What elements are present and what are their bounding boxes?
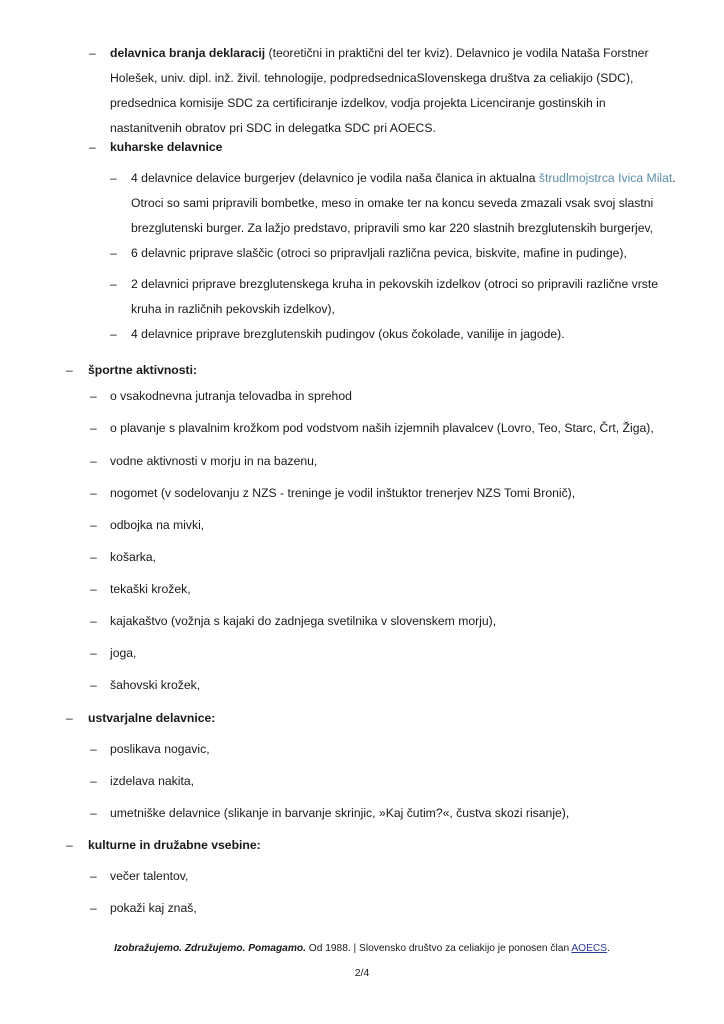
bullet-dash: – xyxy=(90,389,97,403)
bullet-dash: – xyxy=(90,742,97,756)
bullet-dash: – xyxy=(90,486,97,500)
item-text: delavnica branja deklaracij (teoretični in praktični del ter kviz). Delavnico je vodila Nataša Forstner Holešek, univ. dipl. inž. živil. tehnologije, podpredsednicaSlovenskega društva za celiakijo (SDC), predsednica komisije SDC za certificiranje izdelkov, vodja projekta Licenciranje gostinskih in nastanitvenih obratov pri SDC in delegatka SDC pri AOECS. xyxy=(110,46,649,135)
bullet-dash: – xyxy=(90,646,97,660)
bullet-dash: – xyxy=(66,363,73,377)
bullet-dash: – xyxy=(90,678,97,692)
bullet-dash: – xyxy=(66,838,73,852)
document-page: – delavnica branja deklaracij (teoretični in praktični del ter kviz). Delavnico je vodila Nataša Forstner Holešek, univ. dipl. inž. živil. tehnologije, podpredsednicaSlovenskega društva za celiakijo (SDC), predsednica komisije SDC za certificiranje izdelkov, vodja projekta Licenciranje gostinskih in nastanitvenih obratov pri SDC in delegatka SDC pri AOECS. – kuharske delavnice – 4 delavnice delavice burgerjev (delavnico je vodila naša članica in aktualna štrudlmojstrca Ivica Milat. Otroci so sami pripravili bombetke, meso in omake ter na koncu seveda zmazali vsak svoj slastni brezglutenski burger. Za lažjo predstavo, pripravili smo kar 220 slastnih brezglutenskih burgerjev, – 6 delavnic priprave slaščic (otroci so pripravljali različna pevica, biskvite, mafine in pudinge), – 2 delavnici priprave brezglutenskega kruha in pekovskih izdelkov (otroci so pripravili različne vrste kruha in različnih pekovskih izdelkov), – 4 delavnice priprave brezglutenskih pudingov (okus čokolade, vanilije in jagode). – športne aktivnosti: – o vsakodnevna jutranja telovadba in sprehod – o plavanje s plavalnim krožkom pod vodstvom naših izjemnih plavalcev (Lovro, Teo, Starc, Črt, Žiga), – vodne aktivnosti v morju in na bazenu, – nogomet (v sodelovanju z NZS - treninge je vodil inštuktor trenerjev NZS Tomi Bronič), – odbojka na mivki, – košarka, – tekaški krožek, – kajakaštvo (vožnja s kajaki do zadnjega svetilnika v slovenskem morju), – joga, – šahovski krožek, – ustvarjalne delavnice: – poslikava nogavic, – izdelava nakita, – umetniške delavnice (slikanje in barvanje skrinjic, »Kaj čutim?«, čustva skozi risanje), – kulturne in družabne vsebine: – večer talentov, – pokaži kaj znaš, Izobražujemo. Združujemo. Pomagamo. Od 1988. | Slovensko društvo za celiakijo je ponosen član AOECS. 2/4 xyxy=(0,0,724,1024)
item-heading: kuharske delavnice xyxy=(110,140,223,154)
item-heading: delavnica branja deklaracij xyxy=(110,46,266,60)
bullet-dash: – xyxy=(90,614,97,628)
bullet-dash: – xyxy=(90,582,97,596)
chef-link[interactable]: štrudlmojstrca Ivica Milat xyxy=(538,171,673,185)
bullet-dash: – xyxy=(110,277,117,291)
bullet-dash: – xyxy=(110,327,117,341)
bullet-dash: – xyxy=(90,869,97,883)
page-number: 2/4 xyxy=(354,967,370,979)
bullet-dash: – xyxy=(90,901,97,915)
bullet-dash: – xyxy=(89,46,96,60)
footer-text: Od 1988. | Slovensko društvo za celiakijo je ponosen član xyxy=(305,943,572,954)
bullet-dash: – xyxy=(90,421,97,435)
bullet-dash: – xyxy=(89,140,96,154)
bullet-dash: – xyxy=(110,246,117,260)
bullet-dash: – xyxy=(110,171,117,185)
bullet-dash: – xyxy=(90,774,97,788)
aoecs-link[interactable]: AOECS xyxy=(571,943,608,954)
footer-motto: Izobražujemo. Združujemo. Pomagamo. xyxy=(114,943,306,954)
bullet-dash: – xyxy=(90,454,97,468)
page-footer: Izobražujemo. Združujemo. Pomagamo. Od 1988. | Slovensko društvo za celiakijo je ponosen član AOECS. xyxy=(114,943,610,954)
bullet-dash: – xyxy=(90,550,97,564)
bullet-dash: – xyxy=(90,518,97,532)
bullet-dash: – xyxy=(66,711,73,725)
bullet-dash: – xyxy=(90,806,97,820)
